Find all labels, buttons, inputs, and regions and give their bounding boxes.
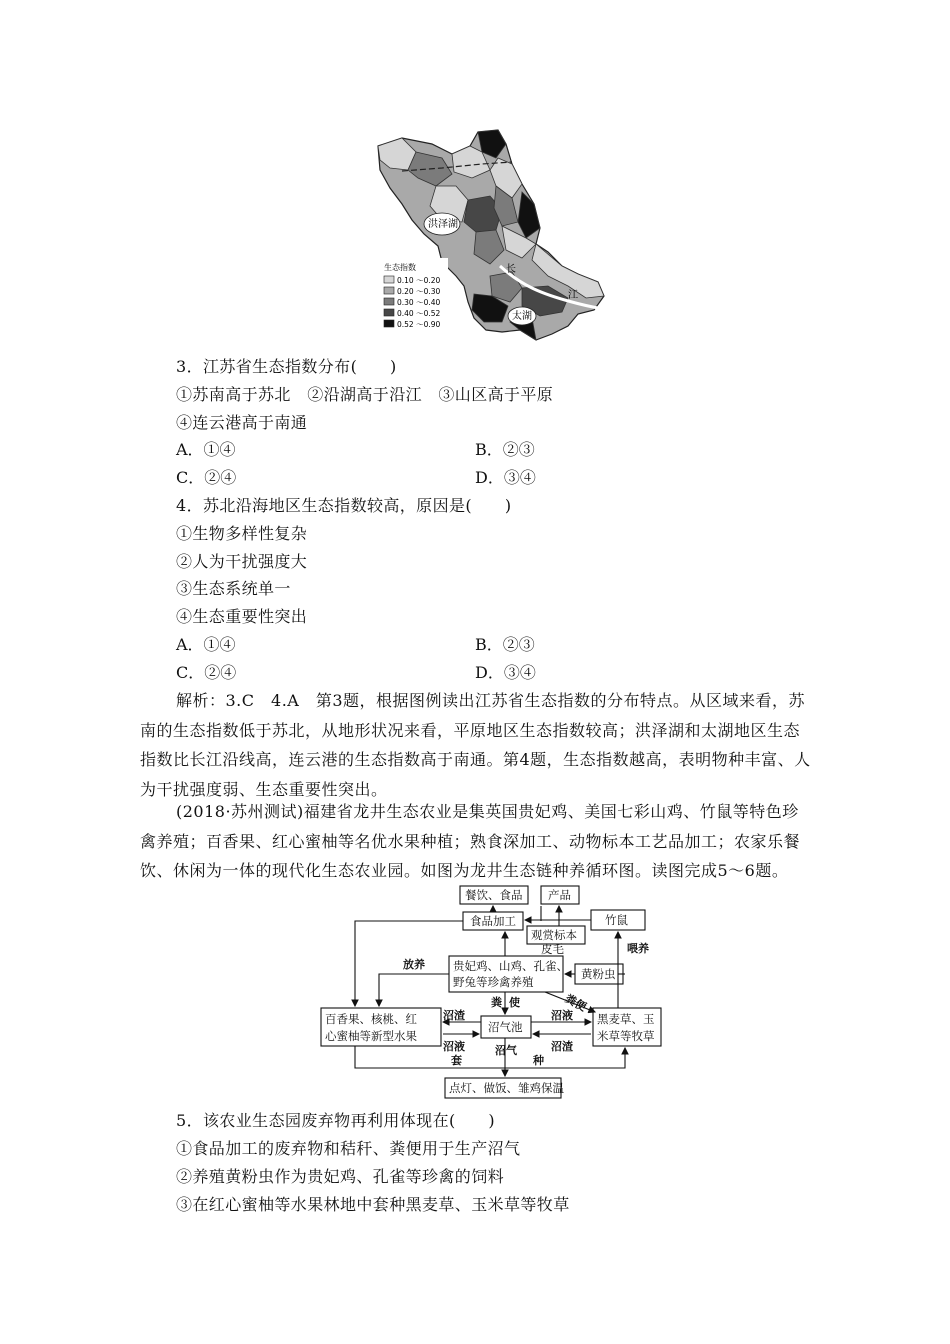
- q4-option-a[interactable]: A．①④: [176, 635, 236, 654]
- edge-zhaoye-left: 沼液: [443, 1040, 465, 1053]
- q4-option-b[interactable]: B．②③: [475, 635, 535, 654]
- intro-paragraph: (2018·苏州测试)福建省龙井生态农业是集英国贵妃鸡、美国七彩山鸡、竹鼠等特色珍禽养殖；百香果、红心蜜柚等名优水果种植；熟食深加工、动物标本工艺品加工；农家乐餐饮、休闲为一体的现代化生态农业园。如图为龙井生态链种养循环图。读图完成5～6题。: [140, 802, 801, 880]
- edge-zhazha-right: 沼渣: [551, 1040, 573, 1053]
- legend-label: 0.52 ～0.90: [397, 320, 441, 329]
- legend-swatch: [384, 320, 394, 327]
- q4-stem: 4．苏北沿海地区生态指数较高，原因是( ): [176, 496, 512, 515]
- label-canyin: 餐饮、食品: [465, 888, 523, 902]
- river-label-2: 江: [568, 290, 578, 301]
- label-diandeng: 点灯、做饭、雏鸡保温: [449, 1081, 564, 1095]
- label-guanshang: 观赏标本: [531, 928, 577, 942]
- q3-option-d[interactable]: D．③④: [475, 468, 536, 487]
- map-legend: [378, 258, 448, 332]
- label-baixiang-line2: 心蜜柚等新型水果: [325, 1029, 417, 1043]
- edge-tao: 套: [451, 1054, 462, 1067]
- tai-lake-label: 太湖: [512, 311, 532, 322]
- q3-item4: ④连云港高于南通: [176, 413, 308, 432]
- label-zhushu: 竹鼠: [605, 913, 628, 927]
- legend-label: 0.30 ～0.40: [397, 298, 441, 307]
- q3-stem: 3．江苏省生态指数分布( ): [176, 357, 397, 376]
- q4-item1: ①生物多样性复杂: [176, 524, 308, 543]
- flow-figure: [315, 880, 677, 1106]
- label-guifei-line1: 贵妃鸡、山鸡、孔雀、: [453, 959, 568, 973]
- eco-cycle-diagram: [315, 880, 677, 1106]
- legend-label: 0.40 ～0.52: [397, 309, 441, 318]
- label-baixiang-line1: 百香果、核桃、红: [325, 1012, 417, 1026]
- label-zhaoqi-pool: 沼气池: [488, 1020, 523, 1034]
- q5-item3: ③在红心蜜柚等水果林地中套种黑麦草、玉米草等牧草: [176, 1195, 570, 1214]
- edge-zhaoqi: 沼气: [495, 1044, 517, 1057]
- q4-item4: ④生态重要性突出: [176, 607, 308, 626]
- edge-zhong: 种: [533, 1054, 544, 1067]
- legend-label: 0.20 ～0.30: [397, 287, 441, 296]
- q4-option-c[interactable]: C．②④: [176, 663, 237, 682]
- jiangsu-eco-index-map: [372, 126, 612, 352]
- label-chanpin: 产品: [548, 888, 571, 902]
- label-guifei-line2: 野兔等珍禽养殖: [453, 975, 534, 989]
- label-pimao: 皮毛: [541, 942, 564, 956]
- q5-stem: 5．该农业生态园废弃物再利用体现在( ): [176, 1111, 496, 1130]
- edge-fangyang: 放养: [403, 958, 425, 971]
- edge-zhazha-left: 沼渣: [443, 1009, 465, 1022]
- legend-title: 生态指数: [384, 263, 416, 272]
- legend-swatch: [384, 287, 394, 294]
- q4-item3: ③生态系统单一: [176, 579, 291, 598]
- legend-swatch: [384, 276, 394, 283]
- hongze-lake-label: 洪泽湖: [428, 219, 458, 230]
- edge-zhaoye-right: 沼液: [551, 1009, 573, 1022]
- analysis-paragraph: 解析：3.C 4.A 第3题，根据图例读出江苏省生态指数的分布特点。从区域来看，苏南的生态指数低于苏北，从地形状况来看，平原地区生态指数较高；洪泽湖和太湖地区生态指数比长江沿线高，连云港的生态指数高于南通。第4题，生态指数越高，表明物种丰富、人为干扰强度弱、生态重要性突出。: [140, 691, 811, 799]
- q5-item2: ②养殖黄粉虫作为贵妃鸡、孔雀等珍禽的饲料: [176, 1167, 505, 1186]
- label-heimai-line1: 黑麦草、玉: [597, 1012, 655, 1026]
- label-heimai-line2: 米草等牧草: [597, 1029, 655, 1043]
- label-huangfen: 黄粉虫: [581, 967, 616, 981]
- legend-swatch: [384, 298, 394, 305]
- q3-option-c[interactable]: C．②④: [176, 468, 237, 487]
- edge-fenbian: 粪便: [562, 992, 589, 1014]
- q4-option-d[interactable]: D．③④: [475, 663, 536, 682]
- map-figure: [372, 126, 612, 352]
- edge-weiyang: 喂养: [627, 942, 649, 955]
- edge-fen: 粪: [491, 996, 502, 1009]
- river-label-1: 长: [506, 264, 516, 275]
- legend-swatch: [384, 309, 394, 316]
- q4-item2: ②人为干扰强度大: [176, 552, 308, 571]
- q3-items: ①苏南高于苏北 ②沿湖高于沿江 ③山区高于平原: [176, 385, 554, 404]
- q3-option-b[interactable]: B．②③: [475, 440, 535, 459]
- q5-item1: ①食品加工的废弃物和秸秆、粪便用于生产沼气: [176, 1139, 521, 1158]
- legend-label: 0.10 ～0.20: [397, 276, 441, 285]
- edge-shi: 使: [509, 996, 520, 1009]
- q3-option-a[interactable]: A．①④: [176, 440, 236, 459]
- label-shipin: 食品加工: [470, 914, 516, 928]
